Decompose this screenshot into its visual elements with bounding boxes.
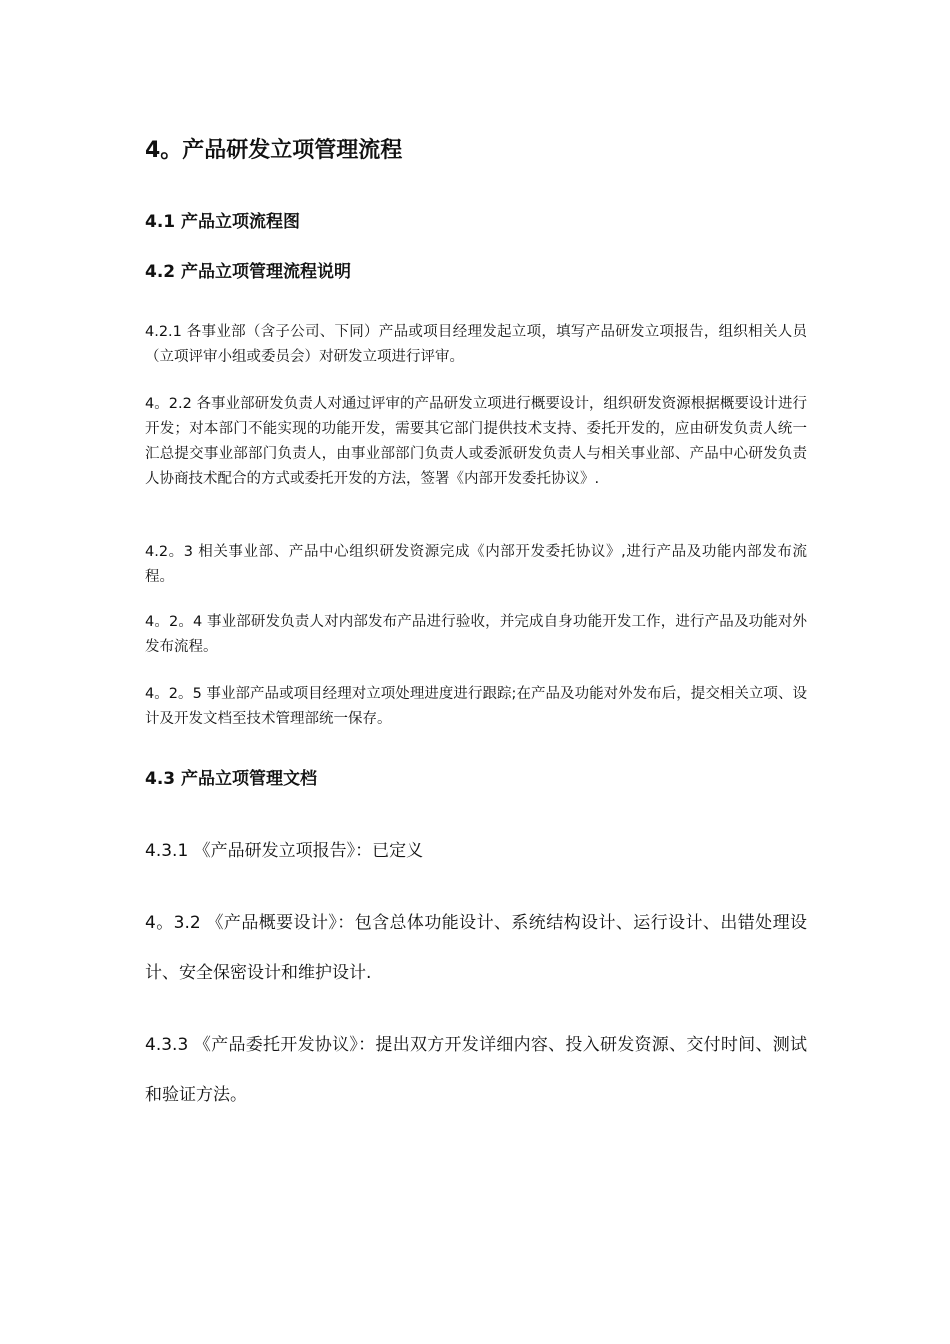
section-heading-4-1: 4.1 产品立项流程图 [145,212,301,232]
page-title: 4。产品研发立项管理流程 [145,138,403,163]
paragraph-4-2-5: 4。2。5 事业部产品或项目经理对立项处理进度进行跟踪;在产品及功能对外发布后，提交相关立项、设计及开发文档至技术管理部统一保存。 [145,686,807,727]
doc-item-4-3-1: 4.3.1 《产品研发立项报告》：已定义 [145,841,424,861]
paragraph-4-2-4: 4。2。4 事业部研发负责人对内部发布产品进行验收，并完成自身功能开发工作，进行产品及功能对外发布流程。 [145,614,807,655]
doc-item-4-3-3: 4.3.3 《产品委托开发协议》：提出双方开发详细内容、投入研发资源、交付时间、测试和验证方法。 [145,1035,807,1105]
paragraph-4-2-3: 4.2。3 相关事业部、产品中心组织研发资源完成《内部开发委托协议》,进行产品及功能内部发布流程。 [145,544,807,585]
paragraph-4-2-1: 4.2.1 各事业部（含子公司、下同）产品或项目经理发起立项，填写产品研发立项报告，组织相关人员（立项评审小组或委员会）对研发立项进行评审。 [145,324,807,365]
doc-item-4-3-2: 4。3.2 《产品概要设计》：包含总体功能设计、系统结构设计、运行设计、出错处理设计、安全保密设计和维护设计. [145,913,807,983]
section-heading-4-3: 4.3 产品立项管理文档 [145,769,318,789]
section-heading-4-2: 4.2 产品立项管理流程说明 [145,262,352,282]
paragraph-4-2-2: 4。2.2 各事业部研发负责人对通过评审的产品研发立项进行概要设计，组织研发资源根据概要设计进行开发；对本部门不能实现的功能开发，需要其它部门提供技术支持、委托开发的，应由研发负责人统一汇总提交事业部部门负责人，由事业部部门负责人或委派研发负责人与相关事业部、产品中心研发负责人协商技术配合的方式或委托开发的方法，签署《内部开发委托协议》. [145,396,807,487]
